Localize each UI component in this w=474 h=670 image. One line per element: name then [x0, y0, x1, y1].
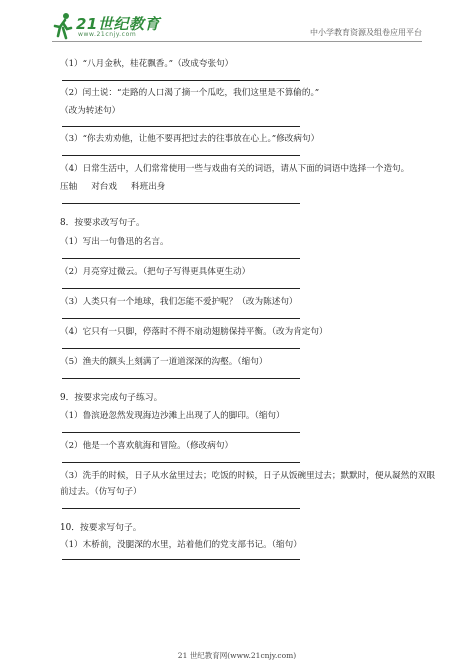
q9-item-3: （3）洗手的时候，日子从水盆里过去；吃饭的时候，日子从饭碗里过去；默默时，便从凝然的双眼 — [60, 471, 436, 481]
q9-title: 9．按要求完成句子练习。 — [60, 393, 163, 403]
page-footer: 21 世纪教育网(www.21cnjy.com) — [177, 651, 297, 660]
runner-logo-icon — [52, 12, 74, 40]
word-choice: 对台戏 — [91, 182, 117, 192]
logo-text: 21世纪教育 — [76, 15, 160, 33]
worksheet-content — [60, 58, 436, 560]
page-header — [0, 0, 474, 46]
q8-item-2: （2）月亮穿过微云。（把句子写得更具体更生动） — [60, 267, 251, 277]
answer-line[interactable] — [62, 559, 300, 560]
q9-item-2: （2）他是一个喜欢航海和冒险。（修改病句） — [60, 441, 234, 451]
q9-item-1: （1）鲁滨逊忽然发现海边沙滩上出现了人的脚印。（缩句） — [60, 411, 285, 421]
q8-item-1: （1）写出一句鲁迅的名言。 — [60, 237, 169, 247]
word-choice: 科班出身 — [131, 182, 166, 192]
q10-item-1: （1）木桥前，没腿深的水里，站着他们的党支部书记。（缩句） — [60, 540, 302, 550]
q10-title: 10．按要求写句子。 — [60, 523, 142, 533]
q7-item-2-instruction: （改为转述句） — [60, 106, 121, 116]
q8-item-5: （5）渔夫的额头上刻满了一道道深深的沟壑。（缩句） — [60, 357, 268, 367]
header-slogan: 中小学教育资源及组卷应用平台 — [310, 28, 422, 37]
q8-item-3: （3）人类只有一个地球，我们怎能不爱护呢？（改为陈述句） — [60, 297, 298, 307]
word-choice: 压轴 — [60, 182, 78, 192]
q9-item-3-continued: 前过去。（仿写句子） — [60, 487, 142, 497]
site-logo[interactable] — [52, 12, 162, 42]
q7-item-4: （4）日常生活中，人们常常使用一些与戏曲有关的词语，请从下面的词语中选择一个造句。 — [60, 164, 410, 174]
q7-item-2: （2）闰土说：“走路的人口渴了摘一个瓜吃，我们这里是不算偷的。” — [60, 88, 320, 98]
logo-url: www.21cnjy.com — [78, 31, 137, 38]
q7-item-3: （3）“你去劝劝他，让他不要再把过去的往事放在心上。”修改病句） — [60, 134, 320, 144]
q7-item-1: （1）“八月金秋，桂花飘香。”（改成夸张句） — [60, 59, 234, 69]
q8-item-4: （4）它只有一只脚，停落时不得不扇动翅膀保持平衡。（改为肯定句） — [60, 327, 328, 337]
q8-title: 8．按要求改写句子。 — [60, 218, 145, 228]
header-divider — [52, 41, 422, 42]
word-choices — [60, 181, 420, 193]
